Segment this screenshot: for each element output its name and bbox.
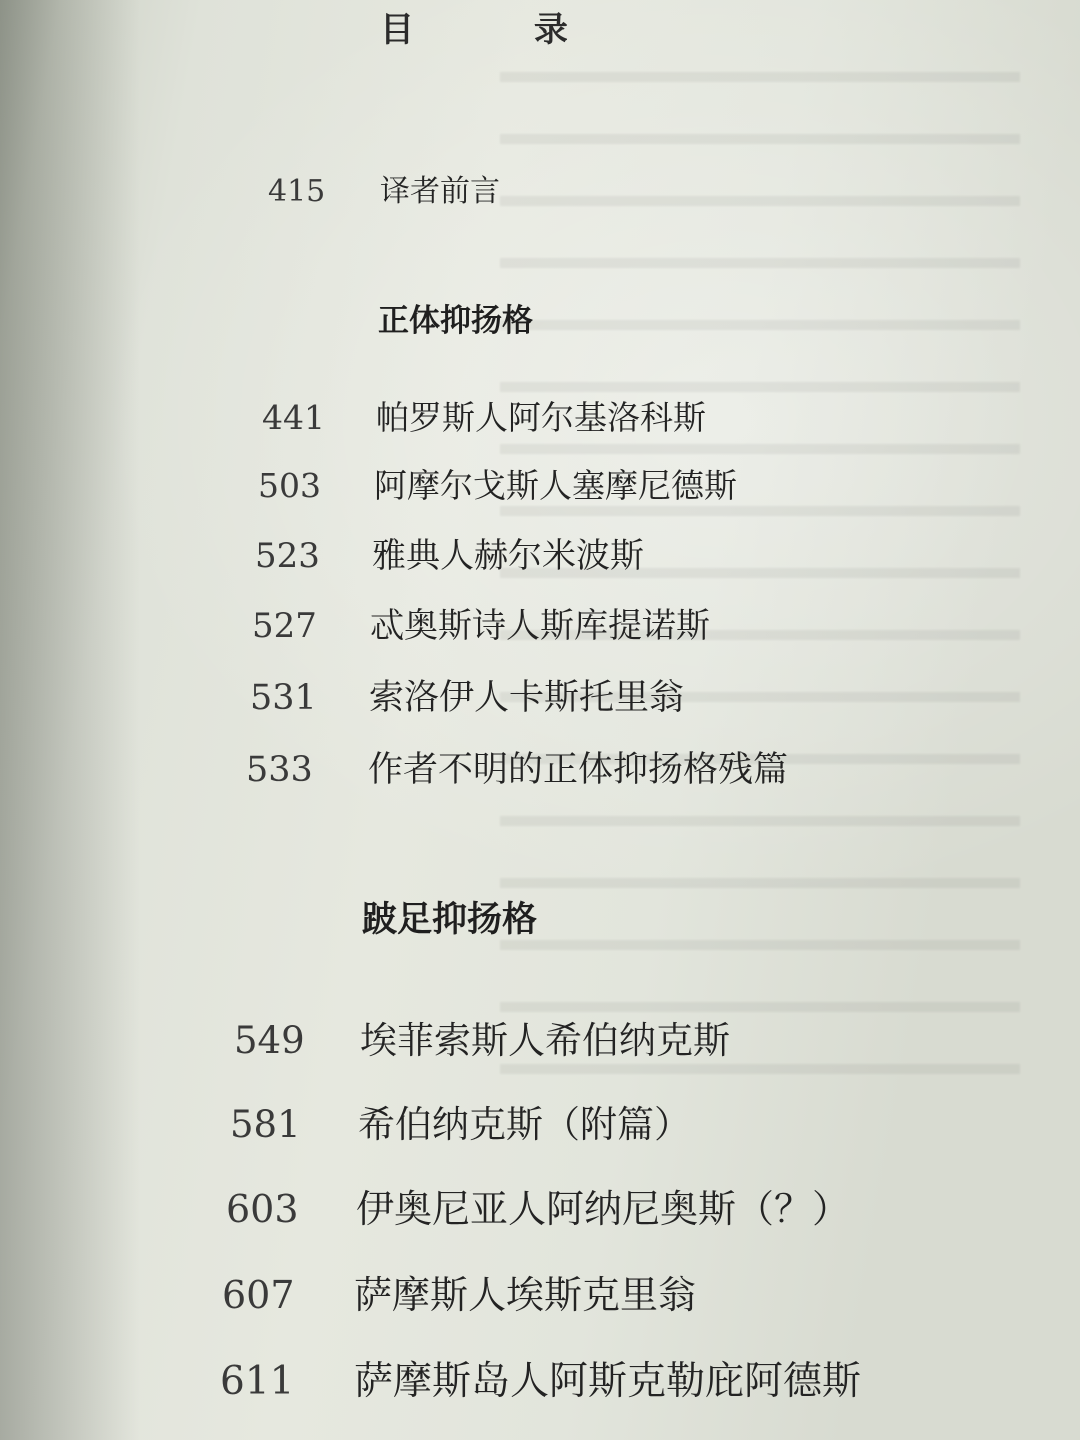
section-heading-iambic: 正体抑扬格 xyxy=(378,303,533,339)
toc-entry xyxy=(234,1010,730,1064)
page-number: 533 xyxy=(246,750,313,790)
toc-entry xyxy=(258,460,737,507)
toc-entry xyxy=(220,1350,861,1406)
toc-entry xyxy=(246,742,788,792)
entry-label: 伊奥尼亚人阿纳尼奥斯（？） xyxy=(356,1187,851,1231)
page-number: 523 xyxy=(255,536,320,576)
page-number: 531 xyxy=(250,678,317,718)
page-number: 611 xyxy=(220,1359,295,1404)
toc-entry xyxy=(222,1264,696,1319)
page-number: 503 xyxy=(258,466,321,505)
toc-entry xyxy=(230,1094,691,1148)
page-number: 549 xyxy=(234,1019,305,1062)
entry-label: 索洛伊人卡斯托里翁 xyxy=(369,678,685,718)
toc-entry xyxy=(255,528,644,577)
entry-label: 译者前言 xyxy=(380,174,500,209)
entry-label: 希伯纳克斯（附篇） xyxy=(358,1103,691,1146)
entry-label: 萨摩斯人埃斯克里翁 xyxy=(354,1273,697,1317)
toc-entry-preface xyxy=(268,166,500,210)
entry-label: 埃菲索斯人希伯纳克斯 xyxy=(360,1019,730,1062)
page-number: 603 xyxy=(226,1187,299,1231)
entry-label: 作者不明的正体抑扬格残篇 xyxy=(368,750,789,790)
toc-entry xyxy=(250,670,684,720)
toc-title: 目 录 xyxy=(380,10,622,50)
page-number: 441 xyxy=(262,398,325,437)
page-number: 607 xyxy=(222,1273,295,1317)
section-heading-choliambic: 跛足抑扬格 xyxy=(362,899,538,940)
page-number: 527 xyxy=(252,606,317,646)
entry-label: 阿摩尔戈斯人塞摩尼德斯 xyxy=(374,466,737,505)
entry-label: 忒奥斯诗人斯库提诺斯 xyxy=(370,606,710,646)
entry-label: 帕罗斯人阿尔基洛科斯 xyxy=(376,398,706,437)
entry-label: 萨摩斯岛人阿斯克勒庇阿德斯 xyxy=(354,1359,862,1404)
toc-entry xyxy=(262,392,706,439)
entry-label: 雅典人赫尔米波斯 xyxy=(372,536,644,576)
toc-entry xyxy=(252,598,710,647)
page-shadow xyxy=(0,0,140,1440)
page-number: 581 xyxy=(230,1103,301,1146)
page-number: 415 xyxy=(268,174,326,209)
toc-entry xyxy=(226,1178,850,1233)
